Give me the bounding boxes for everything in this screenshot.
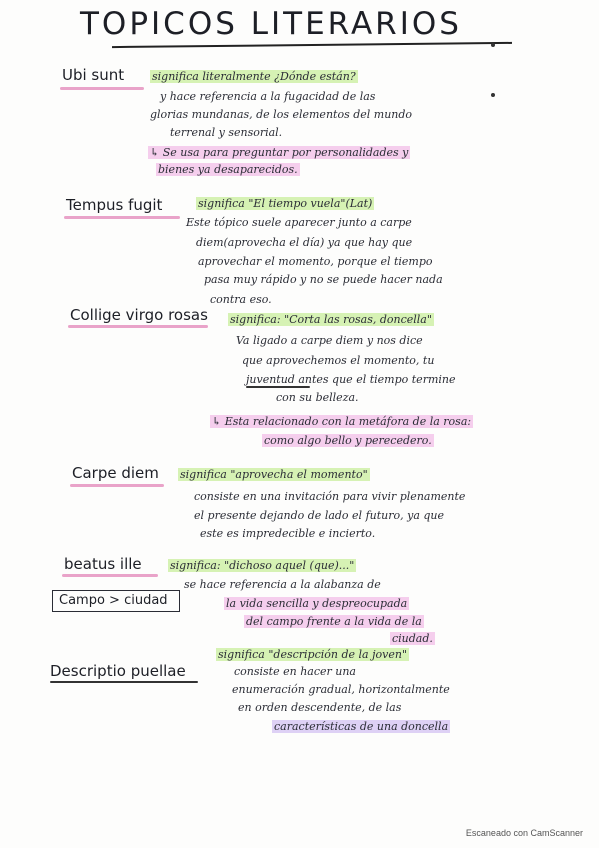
term-underline [64, 216, 180, 219]
note-line: bienes ya desaparecidos. [158, 163, 298, 176]
margin-dot [491, 43, 495, 47]
term-beatus-ille: beatus ille [64, 555, 142, 573]
text-line: Este tópico suele aparecer junto a carpe [186, 216, 412, 229]
note-line: como algo bello y perecedero. [264, 434, 432, 447]
text-line: y hace referencia a la fugacidad de las [160, 90, 376, 103]
term-underline [62, 574, 158, 577]
term-collige-virgo-rosas: Collige virgo rosas [70, 306, 208, 324]
text-line: diem(aprovecha el día) ya que hay que [196, 236, 413, 249]
text-line: enumeración gradual, horizontalmente [232, 683, 450, 696]
note-line: características de una doncella [274, 720, 449, 733]
note-line: ↳ Esta relacionado con la metáfora de la rosa: [212, 415, 472, 428]
text-line: en orden descendente, de las [238, 701, 402, 714]
term-underline [50, 681, 198, 683]
word-underline [246, 386, 310, 388]
text-line: aprovechar el momento, porque el tiempo [198, 255, 433, 268]
text-line: pasa muy rápido y no se puede hacer nada [204, 273, 443, 286]
term-ubi-sunt: Ubi sunt [62, 66, 125, 84]
text-line: consiste en hacer una [234, 665, 356, 678]
definition-line: significa "descripción de la joven" [218, 648, 407, 661]
text-line: el presente dejando de lado el futuro, ya que [194, 509, 445, 522]
definition-line: significa: "dichoso aquel (que)..." [170, 559, 355, 572]
text-line: este es impredecible e incierto. [200, 527, 376, 540]
text-line: terrenal y sensorial. [170, 126, 283, 139]
title-underline [112, 42, 512, 48]
page-title: TOPICOS LITERARIOS [80, 6, 462, 42]
text-line: Va ligado a carpe diem y nos dice [236, 334, 423, 347]
box-label: Campo > ciudad [59, 593, 168, 608]
text-line: con su belleza. [276, 391, 359, 404]
note-line: del campo frente a la vida de la [246, 615, 422, 628]
text-line: juventud antes que el tiempo termine [246, 373, 456, 386]
term-underline [60, 87, 144, 90]
note-line: ciudad. [392, 632, 433, 645]
note-line: ↳ Se usa para preguntar por personalidades y [150, 146, 409, 159]
term-descriptio-puellae: Descriptio puellae [50, 662, 186, 680]
campo-ciudad-box [52, 590, 180, 612]
text-line: glorias mundanas, de los elementos del mundo [150, 108, 413, 121]
note-line: la vida sencilla y despreocupada [226, 597, 408, 610]
text-line: se hace referencia a la alabanza de [184, 578, 381, 591]
term-underline [70, 484, 164, 487]
definition-line: significa "El tiempo vuela"(Lat) [198, 197, 373, 210]
term-underline [68, 325, 208, 328]
scanner-watermark: Escaneado con CamScanner [465, 828, 583, 838]
term-carpe-diem: Carpe diem [72, 464, 159, 482]
margin-dot [491, 93, 495, 97]
text-line: contra eso. [210, 293, 272, 306]
definition-line: significa "aprovecha el momento" [180, 468, 368, 481]
text-line: consiste en una invitación para vivir plenamente [194, 490, 466, 503]
definition-line: significa literalmente ¿Dónde están? [152, 70, 356, 83]
term-tempus-fugit: Tempus fugit [66, 196, 163, 214]
text-line: que aprovechemos el momento, tu [242, 354, 435, 367]
definition-line: significa: "Corta las rosas, doncella" [230, 313, 432, 326]
